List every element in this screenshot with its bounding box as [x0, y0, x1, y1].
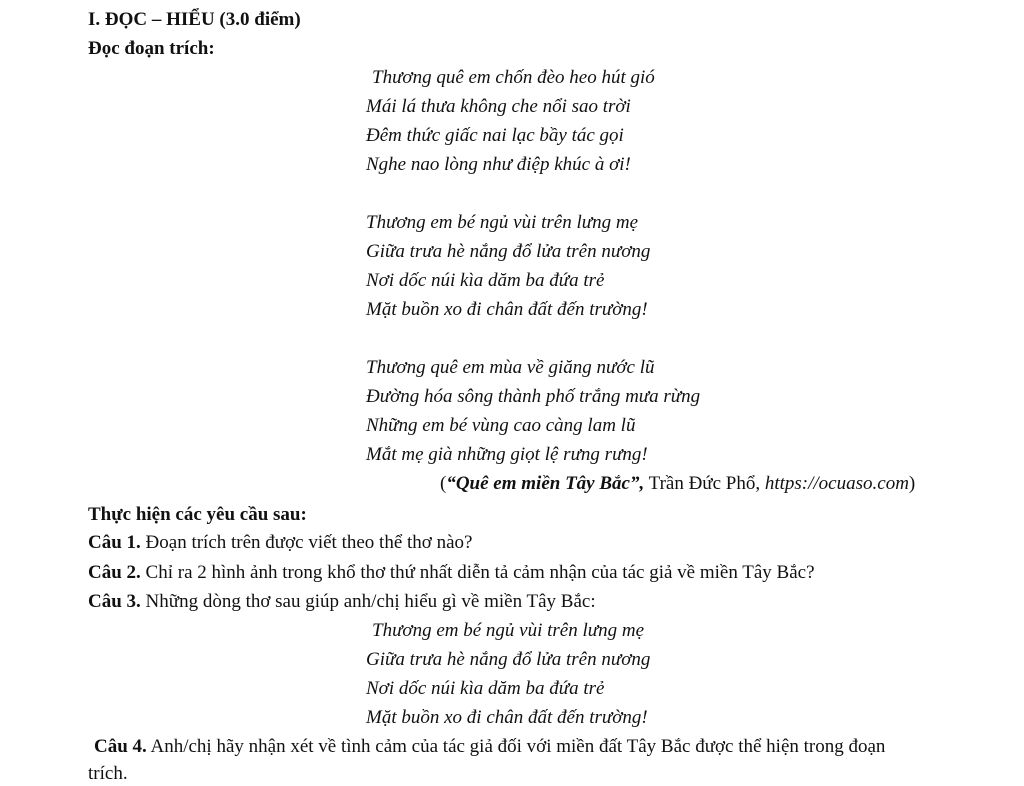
- quote-line: Giữa trưa hè nắng đổ lửa trên nương: [366, 649, 651, 670]
- source-citation: [440, 472, 915, 496]
- poem-line: Thương quê em mùa về giăng nước lũ: [366, 357, 655, 378]
- source-url: https://ocuaso.com: [764, 473, 909, 494]
- question-4: [94, 735, 885, 759]
- poem-line: Những em bé vùng cao càng lam lũ: [366, 415, 636, 436]
- poem-line: Nơi dốc núi kìa dăm ba đứa trẻ: [366, 270, 605, 291]
- poem-line: Mái lá thưa không che nổi sao trời: [366, 96, 631, 117]
- poem-line: Mặt buồn xo đi chân đất đến trường!: [366, 299, 648, 320]
- poem-line: Thương quê em chốn đèo heo hút gió: [372, 67, 655, 88]
- question-text: Đoạn trích trên được viết theo thể thơ nào?: [140, 532, 473, 553]
- source-open: (: [440, 473, 447, 494]
- poem-line: Thương em bé ngủ vùi trên lưng mẹ: [366, 212, 639, 233]
- question-text: Anh/chị hãy nhận xét về tình cảm của tác giả đối với miền đất Tây Bắc được thể hiện trong đoạn: [146, 736, 886, 757]
- source-close: ): [908, 473, 916, 494]
- question-label: Câu 3.: [88, 591, 141, 612]
- quote-line: Mặt buồn xo đi chân đất đến trường!: [366, 707, 648, 728]
- poem-line: Đêm thức giấc nai lạc bầy tác gọi: [366, 125, 624, 146]
- question-text: Những dòng thơ sau giúp anh/chị hiểu gì về miền Tây Bắc:: [140, 591, 596, 612]
- question-2: [88, 561, 815, 585]
- quote-line: Nơi dốc núi kìa dăm ba đứa trẻ: [366, 678, 605, 699]
- question-3: [88, 590, 596, 614]
- question-label: Câu 4.: [94, 736, 147, 757]
- poem-line: Mắt mẹ già những giọt lệ rưng rưng!: [366, 444, 648, 465]
- source-author: Trần Đức Phổ,: [644, 473, 765, 494]
- question-text: Chỉ ra 2 hình ảnh trong khổ thơ thứ nhất diễn tả cảm nhận của tác giả về miền Tây Bắc?: [140, 562, 815, 583]
- tasks-heading: Thực hiện các yêu cầu sau:: [88, 504, 307, 525]
- question-label: Câu 2.: [88, 562, 141, 583]
- poem-line: Nghe nao lòng như điệp khúc à ơi!: [366, 154, 631, 175]
- question-label: Câu 1.: [88, 532, 141, 553]
- read-label: Đọc đoạn trích:: [88, 38, 215, 59]
- quote-line: Thương em bé ngủ vùi trên lưng mẹ: [372, 620, 645, 641]
- question-4-continued: trích.: [88, 763, 128, 784]
- source-title: “Quê em miền Tây Bắc”,: [446, 473, 645, 494]
- section-title: I. ĐỌC – HIỂU (3.0 điểm): [88, 9, 301, 30]
- poem-line: Giữa trưa hè nắng đổ lửa trên nương: [366, 241, 651, 262]
- poem-line: Đường hóa sông thành phố trắng mưa rừng: [366, 386, 701, 407]
- question-1: [88, 531, 472, 555]
